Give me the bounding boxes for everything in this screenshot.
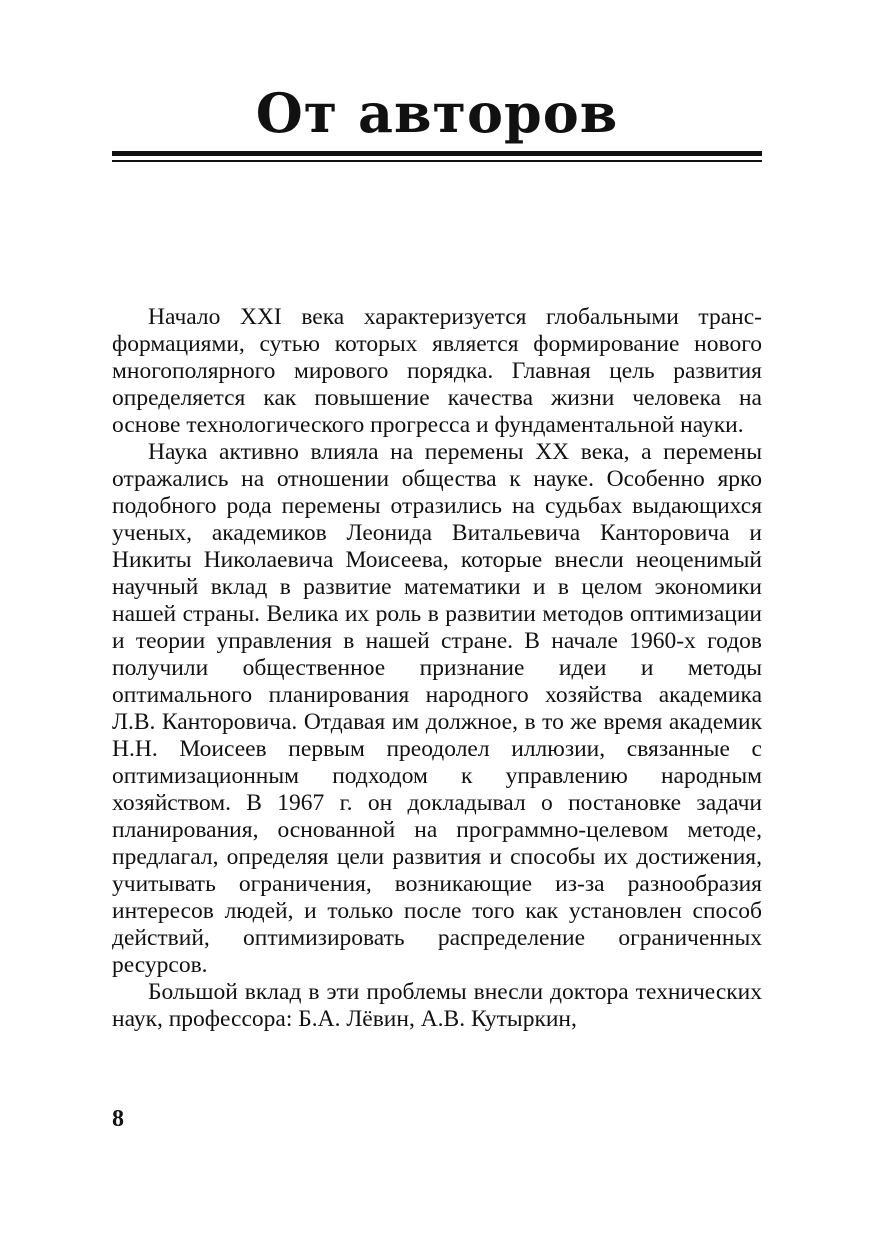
chapter-title: От авторов (255, 81, 619, 145)
title-underline-thin (112, 160, 762, 162)
paragraph-3: Большой вклад в эти проблемы внесли доктора технических наук, профессора: Б.А. Лёвин, А.В. Кутыркин, (112, 979, 762, 1032)
paragraph-2: Наука активно влияла на перемены XX века, а перемены отражались на отношении общества к науке. Особенно ярко подобного рода перемены отразились на судьбах выдающихся ученых, академиков Леонида Витальевича Канторовича и Никиты Николаевича Моисеева, которые внесли неоценимый научный вклад в развитие математики и в целом экономики нашей страны. Велика их роль в развитии методов оптимизации и теории управления в нашей стране. В начале 1960-х годов получили общественное признание идеи и методы оптимального планирования народного хозяйства академика Л.В. Канторовича. Отдавая им должное, в то же время академик Н.Н. Моисеев первым преодолел иллюзии, связанные с оптимизационным подходом к управлению народным хозяйством. В 1967 г. он докладывал о постановке задачи планирования, основанной на программно-целевом методе, предлагал, определяя цели развития и способы их достижения, учитывать ограничения, возникающие из-за разнообразия интересов людей, и только после того как установлен способ действий, оптимизировать распределение ограниченных ресурсов. (112, 439, 762, 978)
page-number: 8 (112, 1106, 124, 1132)
paragraph-1: Начало XXI века характеризуется глобальными трансформациями, сутью которых является формирование нового многополярного мирового порядка. Главная цель развития определяется как повышение качества жизни человека на основе технологического прогресса и фундаментальной науки. (112, 304, 762, 438)
title-underline-thick (112, 151, 762, 156)
body-text (112, 304, 762, 1033)
